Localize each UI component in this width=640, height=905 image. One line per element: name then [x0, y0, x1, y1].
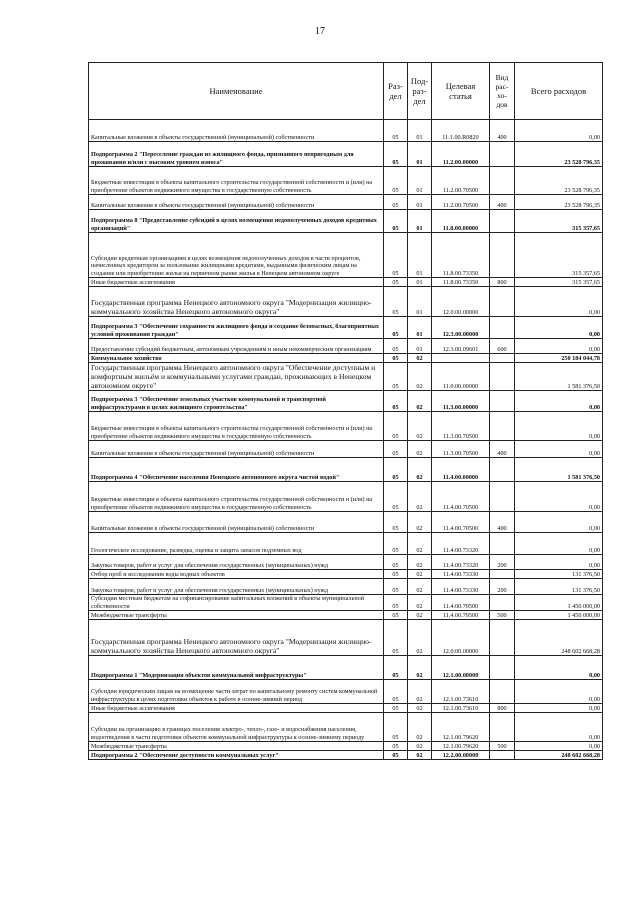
- row-subsection: 02: [408, 363, 432, 391]
- row-expense-type: [490, 751, 515, 760]
- row-subsection: 02: [408, 595, 432, 611]
- table-row: [89, 441, 603, 458]
- table-row: [89, 195, 603, 210]
- row-name: Подпрограмма 2 "Обеспечение доступности коммунальных услуг": [89, 751, 384, 760]
- table-row: [89, 620, 603, 656]
- row-name: Капитальные вложения в объекты государственной (муниципальной) собственности: [89, 512, 384, 533]
- row-target-article: 11.3.00.70500: [432, 441, 490, 458]
- row-subsection: 01: [408, 142, 432, 167]
- table-row: [89, 287, 603, 317]
- table-row: [89, 579, 603, 595]
- row-expense-type: [490, 533, 515, 555]
- row-subsection: 02: [408, 680, 432, 704]
- table-row: [89, 751, 603, 760]
- row-total: 0,00: [515, 412, 603, 441]
- row-name: Государственная программа Ненецкого автономного округа "Модернизация жилищно-коммунального хозяйства Ненецкого автономного округа": [89, 620, 384, 656]
- row-target-article: 12.1.00.73610: [432, 704, 490, 713]
- row-total: 315 357,65: [515, 210, 603, 233]
- row-total: 23 528 796,35: [515, 195, 603, 210]
- row-target-article: 11.2.00.70500: [432, 167, 490, 195]
- row-section: 05: [384, 142, 408, 167]
- row-total: 0,00: [515, 391, 603, 412]
- row-expense-type: [490, 363, 515, 391]
- table-row: [89, 611, 603, 620]
- row-total: 0,00: [515, 482, 603, 512]
- row-section: 05: [384, 742, 408, 751]
- table-row: [89, 742, 603, 751]
- row-total: 0,00: [515, 680, 603, 704]
- row-expense-type: 200: [490, 579, 515, 595]
- row-subsection: 02: [408, 713, 432, 742]
- row-subsection: 01: [408, 278, 432, 287]
- row-total: 315 357,65: [515, 278, 603, 287]
- row-target-article: 11.4.00.79500: [432, 611, 490, 620]
- row-section: 05: [384, 287, 408, 317]
- row-name: Межбюджетные трансферты: [89, 611, 384, 620]
- row-subsection: 01: [408, 167, 432, 195]
- table-body: [89, 120, 603, 760]
- row-expense-type: 200: [490, 555, 515, 570]
- row-subsection: 01: [408, 210, 432, 233]
- row-name: Бюджетные инвестиции в объекты капитального строительства государственной собственности и (или) на приобретение объектов недвижимого имущества в государственную собственность: [89, 482, 384, 512]
- row-expense-type: [490, 680, 515, 704]
- row-expense-type: [490, 317, 515, 339]
- row-name: Государственная программа Ненецкого автономного округа "Модернизация жилищно-коммунального хозяйства Ненецкого автономного округа": [89, 287, 384, 317]
- table-row: [89, 512, 603, 533]
- page-number: 17: [315, 26, 325, 37]
- row-section: 05: [384, 555, 408, 570]
- row-target-article: 11.3.00.70500: [432, 412, 490, 441]
- row-expense-type: [490, 391, 515, 412]
- table-row: [89, 317, 603, 339]
- row-target-article: 11.8.00.00000: [432, 210, 490, 233]
- row-expense-type: [490, 354, 515, 363]
- row-expense-type: [490, 412, 515, 441]
- table-row: [89, 354, 603, 363]
- row-name: Подпрограмма 3 "Обеспечение сохранности жилищного фонда и создание безопасных, благоприятных условий проживания граждан": [89, 317, 384, 339]
- row-target-article: 11.1.00.R0820: [432, 120, 490, 142]
- table-row: [89, 142, 603, 167]
- row-section: 05: [384, 391, 408, 412]
- row-name: Бюджетные инвестиции в объекты капитального строительства государственной собственности и (или) на приобретение объектов недвижимого имущества в государственную собственность: [89, 167, 384, 195]
- row-section: 05: [384, 482, 408, 512]
- table-row: [89, 363, 603, 391]
- row-section: 05: [384, 363, 408, 391]
- row-subsection: 02: [408, 555, 432, 570]
- row-name: Подпрограмма 8 "Предоставление субсидий в целях возмещения недополученных доходов кредитных организаций": [89, 210, 384, 233]
- row-total: 0,00: [515, 533, 603, 555]
- row-target-article: 11.2.00.70500: [432, 195, 490, 210]
- header-expense-type: Вид рас- хо- дов: [490, 63, 515, 120]
- row-total: 0,00: [515, 742, 603, 751]
- row-total: 23 528 796,35: [515, 167, 603, 195]
- header-subsection: Под- раз- дел: [408, 63, 432, 120]
- row-section: 05: [384, 595, 408, 611]
- row-subsection: 02: [408, 533, 432, 555]
- row-name: Подпрограмма 3 "Обеспечение земельных участков коммунальной и транспортной инфраструктурами в целях жилищного строительства": [89, 391, 384, 412]
- row-subsection: 01: [408, 339, 432, 354]
- row-expense-type: 400: [490, 120, 515, 142]
- row-section: 05: [384, 339, 408, 354]
- row-expense-type: 400: [490, 195, 515, 210]
- row-section: 05: [384, 620, 408, 656]
- row-total: 131 376,50: [515, 579, 603, 595]
- row-name: Капитальные вложения в объекты государственной (муниципальной) собственности: [89, 441, 384, 458]
- row-section: 05: [384, 570, 408, 579]
- row-expense-type: [490, 167, 515, 195]
- row-subsection: 02: [408, 391, 432, 412]
- row-name: Межбюджетные трансферты: [89, 742, 384, 751]
- header-total: Всего расходов: [515, 63, 603, 120]
- row-target-article: 11.8.00.73350: [432, 278, 490, 287]
- row-total: 1 450 000,00: [515, 595, 603, 611]
- row-subsection: 02: [408, 620, 432, 656]
- row-total: 0,00: [515, 656, 603, 680]
- row-target-article: 11.3.00.00000: [432, 391, 490, 412]
- row-name: Подпрограмма 1 "Модернизация объектов коммунальной инфраструктуры": [89, 656, 384, 680]
- row-subsection: 01: [408, 317, 432, 339]
- table-row: [89, 210, 603, 233]
- row-total: 315 357,65: [515, 233, 603, 278]
- row-section: 05: [384, 210, 408, 233]
- row-target-article: 12.2.00.00000: [432, 751, 490, 760]
- row-expense-type: [490, 287, 515, 317]
- table-row: [89, 482, 603, 512]
- header-target-article: Целевая статья: [432, 63, 490, 120]
- row-total: 0,00: [515, 339, 603, 354]
- table-row: [89, 391, 603, 412]
- row-section: 05: [384, 656, 408, 680]
- table-row: [89, 713, 603, 742]
- row-name: Закупка товаров, работ и услуг для обеспечения государственных (муниципальных) нужд: [89, 579, 384, 595]
- row-subsection: 02: [408, 354, 432, 363]
- row-name: Государственная программа Ненецкого автономного округа "Обеспечение доступным и комфортным жильём и коммунальными услугами граждан, проживающих в Ненецком автономном округе": [89, 363, 384, 391]
- row-subsection: 02: [408, 579, 432, 595]
- row-name: Субсидии кредитным организациям в целях возмещения недополученных доходов в части процентов, начисленных кредитором за пользование жилищными кредитами, выданными физическим лицам на создание или приобретение жилья на первичном рынке жилья в Ненецком автономном округе: [89, 233, 384, 278]
- row-section: 05: [384, 278, 408, 287]
- row-section: 05: [384, 354, 408, 363]
- row-subsection: 02: [408, 751, 432, 760]
- table-row: [89, 595, 603, 611]
- row-expense-type: 800: [490, 704, 515, 713]
- budget-table: [88, 62, 603, 760]
- row-target-article: 12.0.00.00000: [432, 620, 490, 656]
- table-row: [89, 278, 603, 287]
- row-target-article: [432, 354, 490, 363]
- table-row: [89, 555, 603, 570]
- row-section: 05: [384, 441, 408, 458]
- row-target-article: 12.0.00.00000: [432, 287, 490, 317]
- header-name: Наименование: [89, 63, 384, 120]
- row-total: 1 581 376,50: [515, 458, 603, 482]
- row-expense-type: 400: [490, 512, 515, 533]
- row-expense-type: 800: [490, 278, 515, 287]
- table-row: [89, 339, 603, 354]
- table-row: [89, 704, 603, 713]
- row-expense-type: [490, 713, 515, 742]
- row-name: Бюджетные инвестиции в объекты капитального строительства государственной собственности и (или) на приобретение объектов недвижимого имущества в государственную собственность: [89, 412, 384, 441]
- row-expense-type: [490, 210, 515, 233]
- row-target-article: 11.4.00.73320: [432, 555, 490, 570]
- row-expense-type: [490, 620, 515, 656]
- row-name: Субсидии на организацию в границах поселения электро-, тепло-, газо- и водоснабжения населения, водоотведения в части подготовки объектов коммунальной инфраструктуры к осенне-зимнему периоду: [89, 713, 384, 742]
- row-subsection: 02: [408, 742, 432, 751]
- row-section: 05: [384, 751, 408, 760]
- row-section: 05: [384, 512, 408, 533]
- table-header-row: [89, 63, 603, 120]
- row-total: 1 450 000,00: [515, 611, 603, 620]
- row-total: 0,00: [515, 704, 603, 713]
- row-subsection: 02: [408, 458, 432, 482]
- row-subsection: 02: [408, 656, 432, 680]
- table-row: [89, 570, 603, 579]
- row-expense-type: 500: [490, 611, 515, 620]
- row-section: 05: [384, 458, 408, 482]
- row-target-article: 12.1.00.73610: [432, 680, 490, 704]
- row-section: 05: [384, 611, 408, 620]
- row-section: 05: [384, 233, 408, 278]
- row-target-article: 11.4.00.79500: [432, 595, 490, 611]
- row-section: 05: [384, 579, 408, 595]
- row-name: Иные бюджетные ассигнования: [89, 704, 384, 713]
- row-target-article: 12.3.00.09601: [432, 339, 490, 354]
- row-name: Отбор проб и исследования воды водных объектов: [89, 570, 384, 579]
- row-section: 05: [384, 120, 408, 142]
- row-section: 05: [384, 195, 408, 210]
- row-expense-type: [490, 233, 515, 278]
- row-target-article: 11.4.00.70500: [432, 482, 490, 512]
- row-target-article: 12.1.00.79620: [432, 742, 490, 751]
- row-total: 0,00: [515, 713, 603, 742]
- table-row: [89, 680, 603, 704]
- row-name: Подпрограмма 4 "Обеспечение населения Ненецкого автономного округа чистой водой": [89, 458, 384, 482]
- row-target-article: 11.2.00.00000: [432, 142, 490, 167]
- row-total: 0,00: [515, 317, 603, 339]
- row-name: Капитальные вложения в объекты государственной (муниципальной) собственности: [89, 195, 384, 210]
- row-subsection: 02: [408, 512, 432, 533]
- table-row: [89, 167, 603, 195]
- row-subsection: 01: [408, 120, 432, 142]
- row-expense-type: [490, 142, 515, 167]
- row-expense-type: [490, 482, 515, 512]
- row-subsection: 02: [408, 482, 432, 512]
- row-name: Закупка товаров, работ и услуг для обеспечения государственных (муниципальных) нужд: [89, 555, 384, 570]
- row-subsection: 02: [408, 570, 432, 579]
- row-total: 23 528 796,35: [515, 142, 603, 167]
- row-total: 250 184 044,78: [515, 354, 603, 363]
- row-name: Капитальные вложения в объекты государственной (муниципальной) собственности: [89, 120, 384, 142]
- row-subsection: 02: [408, 412, 432, 441]
- row-total: 0,00: [515, 120, 603, 142]
- row-expense-type: [490, 458, 515, 482]
- row-name: Подпрограмма 2 "Переселение граждан из жилищного фонда, признанного непригодным для проживания и/или с высоким уровнем износа": [89, 142, 384, 167]
- row-target-article: 11.4.00.70500: [432, 512, 490, 533]
- row-section: 05: [384, 412, 408, 441]
- row-target-article: 11.0.00.00000: [432, 363, 490, 391]
- row-name: Геологическое исследование, разведка, оценка и защита запасов подземных вод: [89, 533, 384, 555]
- table-row: [89, 233, 603, 278]
- row-target-article: 11.4.00.00000: [432, 458, 490, 482]
- row-subsection: 02: [408, 441, 432, 458]
- row-total: 0,00: [515, 555, 603, 570]
- row-target-article: 11.4.00.73330: [432, 570, 490, 579]
- row-section: 05: [384, 713, 408, 742]
- row-section: 05: [384, 704, 408, 713]
- row-total: 248 602 668,28: [515, 751, 603, 760]
- row-expense-type: 500: [490, 742, 515, 751]
- table-row: [89, 120, 603, 142]
- row-section: 05: [384, 317, 408, 339]
- row-subsection: 01: [408, 233, 432, 278]
- row-target-article: 11.4.00.73330: [432, 579, 490, 595]
- row-expense-type: 600: [490, 339, 515, 354]
- row-name: Субсидии юридическим лицам на возмещение части затрат по капитальному ремонту систем коммунальной инфраструктуры в целях подготовки объектов к работе в осенне-зимний период: [89, 680, 384, 704]
- table-row: [89, 533, 603, 555]
- row-subsection: 02: [408, 704, 432, 713]
- row-total: 0,00: [515, 441, 603, 458]
- row-expense-type: [490, 595, 515, 611]
- row-total: 0,00: [515, 512, 603, 533]
- row-subsection: 02: [408, 611, 432, 620]
- row-total: 131 376,50: [515, 570, 603, 579]
- row-expense-type: 400: [490, 441, 515, 458]
- row-name: Иные бюджетные ассигнования: [89, 278, 384, 287]
- row-target-article: 11.4.00.73320: [432, 533, 490, 555]
- row-name: Субсидии местным бюджетам на софинансирование капитальных вложений в объекты муниципальной собственности: [89, 595, 384, 611]
- row-total: 0,00: [515, 287, 603, 317]
- table-row: [89, 458, 603, 482]
- row-expense-type: [490, 656, 515, 680]
- row-section: 05: [384, 167, 408, 195]
- row-name: Коммунальное хозяйство: [89, 354, 384, 363]
- row-name: Предоставление субсидий бюджетным, автономным учреждениям и иным некоммерческим организациям: [89, 339, 384, 354]
- row-total: 1 581 376,50: [515, 363, 603, 391]
- row-section: 05: [384, 680, 408, 704]
- row-subsection: 01: [408, 287, 432, 317]
- row-target-article: 12.1.00.79620: [432, 713, 490, 742]
- row-expense-type: [490, 570, 515, 579]
- row-total: 248 602 668,28: [515, 620, 603, 656]
- row-subsection: 01: [408, 195, 432, 210]
- row-target-article: 12.3.00.00000: [432, 317, 490, 339]
- row-section: 05: [384, 533, 408, 555]
- header-section: Раз- дел: [384, 63, 408, 120]
- row-target-article: 12.1.00.00000: [432, 656, 490, 680]
- table-row: [89, 656, 603, 680]
- row-target-article: 11.8.00.73350: [432, 233, 490, 278]
- table-row: [89, 412, 603, 441]
